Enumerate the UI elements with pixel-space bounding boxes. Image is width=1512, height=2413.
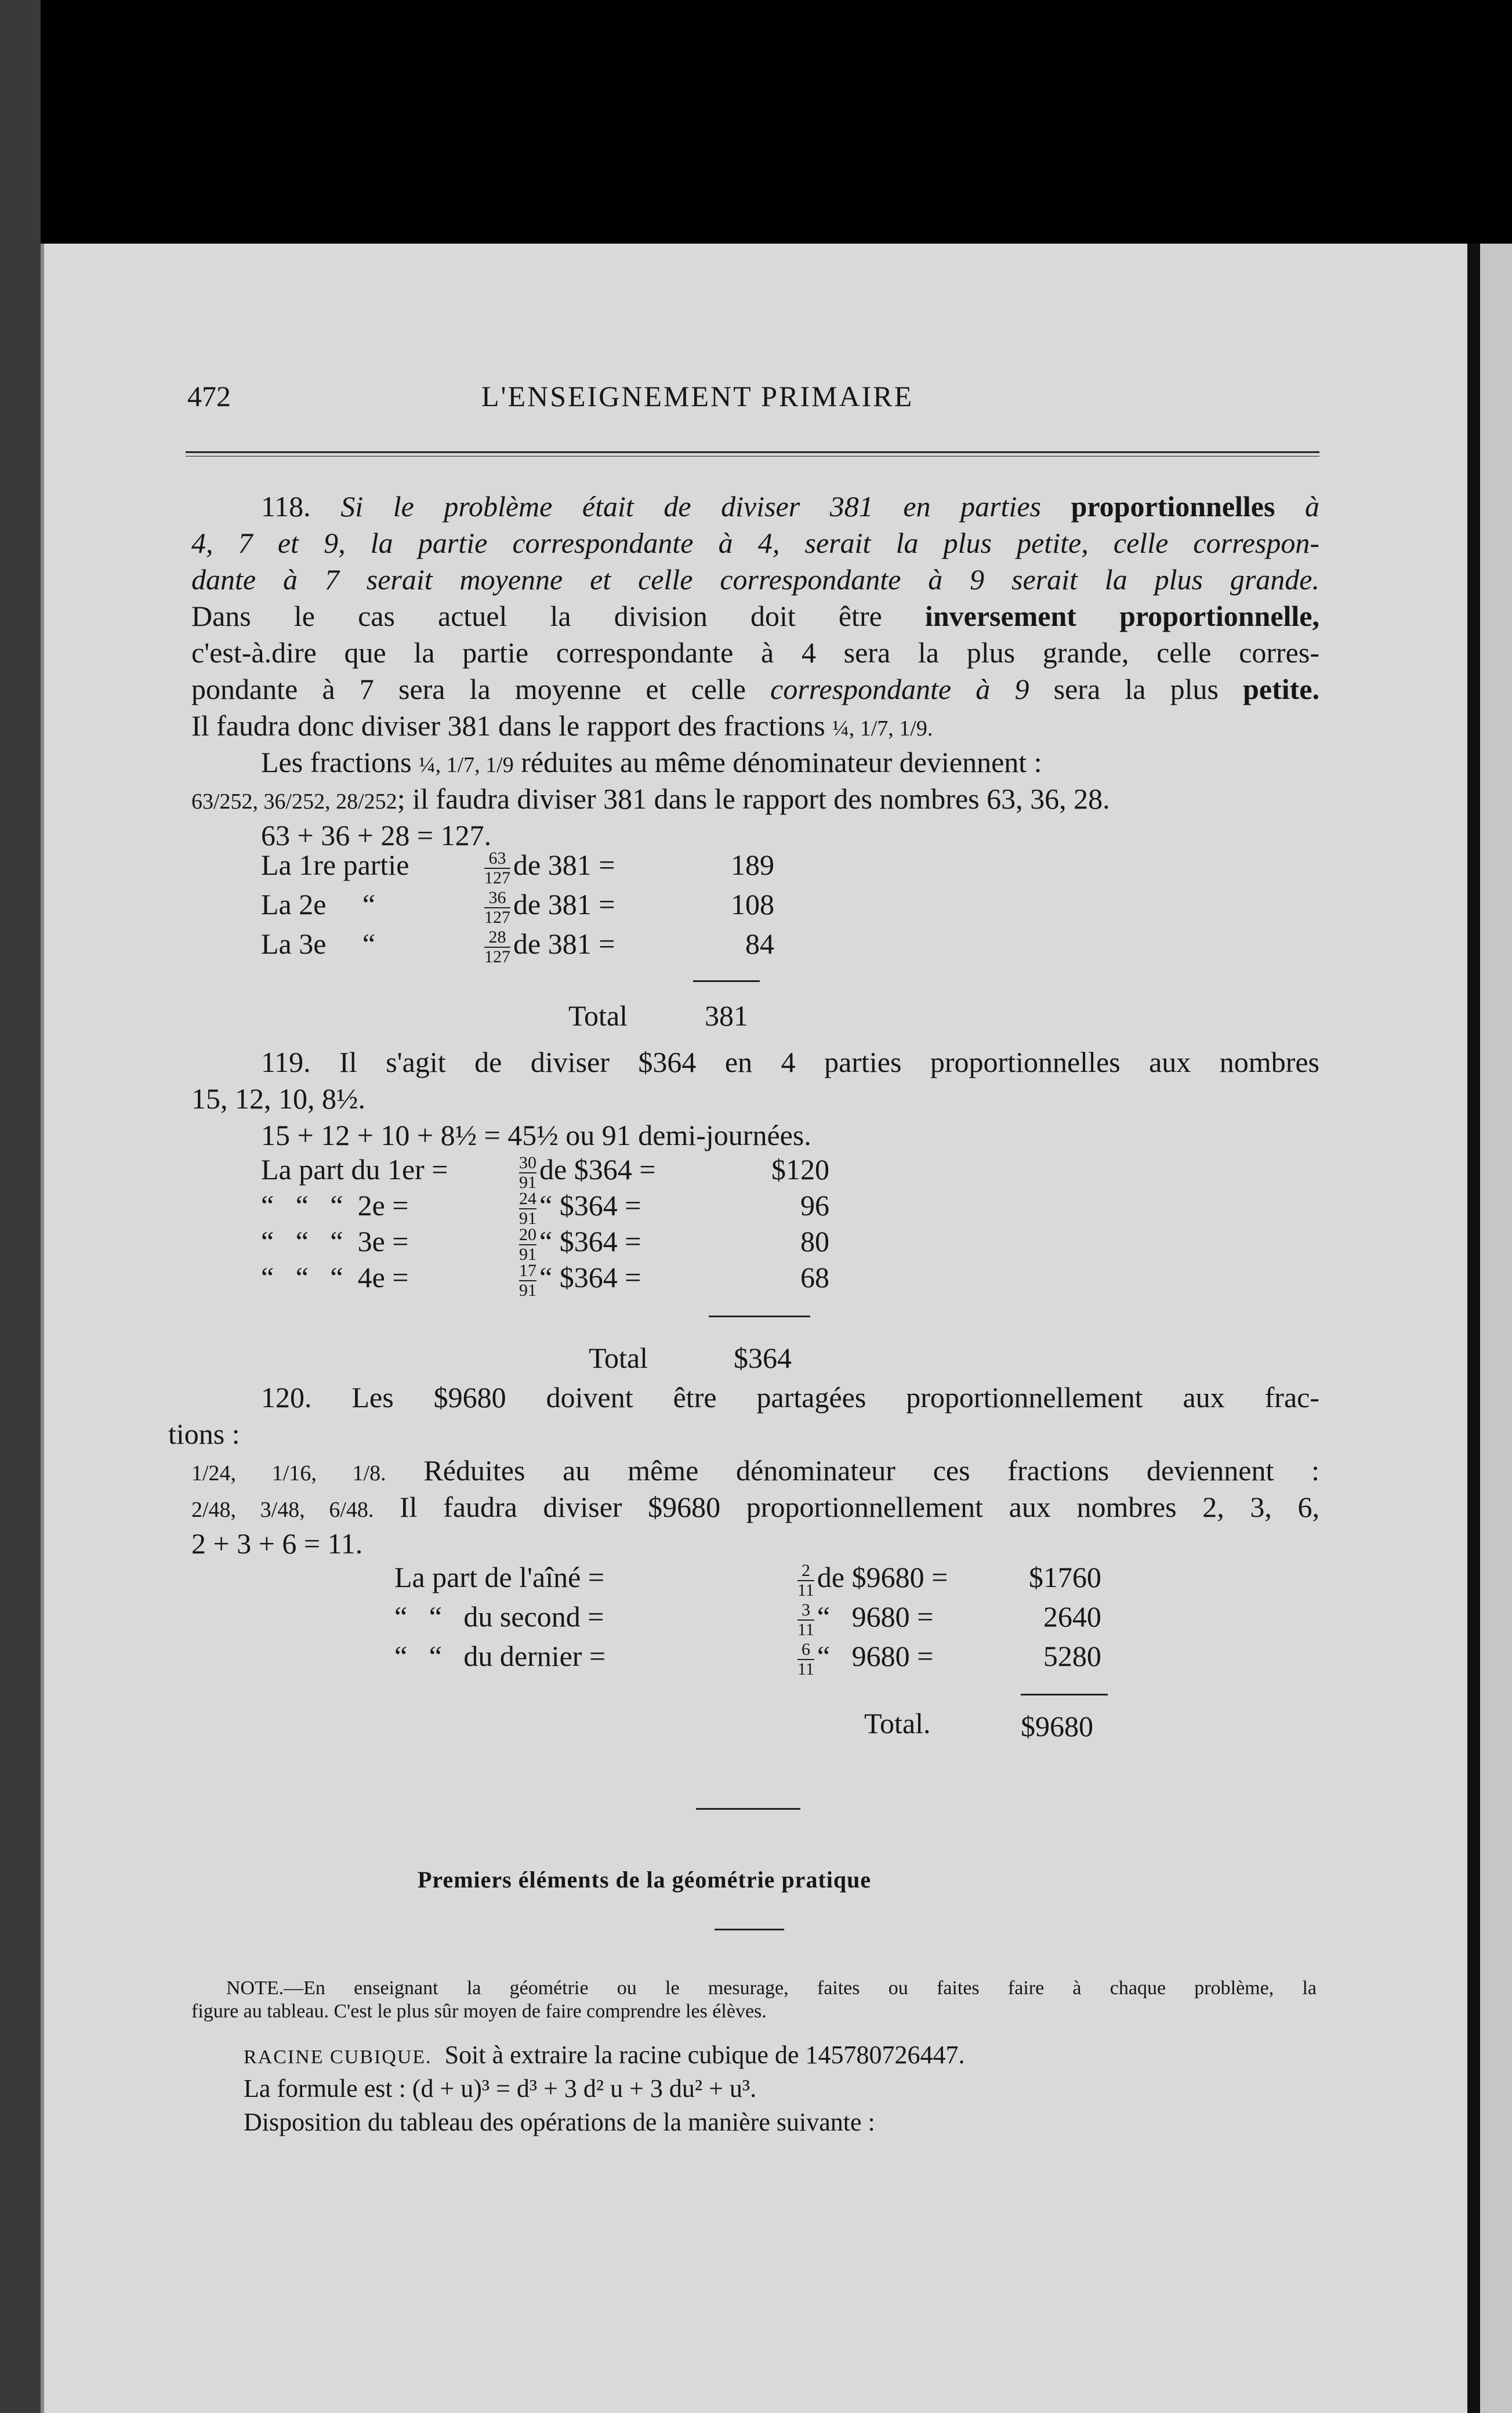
row-value: $1760 — [1028, 1561, 1101, 1593]
row-value: 189 — [731, 849, 774, 881]
note-line1: NOTE.—En enseignant la géométrie ou le mesurage, faites ou faites faire à chaque problème, la — [226, 1977, 1317, 1999]
row-expression: de 381 = — [513, 927, 615, 960]
section-title: Premiers éléments de la géométrie pratique — [418, 1867, 872, 1893]
row-value: 2640 — [1043, 1600, 1101, 1633]
p118-total-value: 381 — [705, 999, 748, 1032]
t120-row — [394, 1599, 1101, 1639]
p120-line3: 1/24, 1/16, 1/8. Réduites au même dénominateur ces fractions deviennent : — [191, 1454, 1319, 1487]
row-value: 5280 — [1043, 1640, 1101, 1672]
t118-row — [261, 926, 774, 966]
t119-row — [261, 1259, 829, 1300]
section-rule-bottom — [715, 1929, 784, 1930]
row-label: La part de l'aîné = — [394, 1561, 605, 1593]
row-label: “ “ du dernier = — [394, 1640, 606, 1672]
t119-row — [261, 1187, 829, 1228]
row-expression: de $364 = — [539, 1153, 656, 1186]
row-expression: “ $364 = — [539, 1189, 641, 1222]
row-expression: “ $364 = — [539, 1225, 641, 1258]
row-value: 84 — [745, 927, 774, 960]
row-fraction: $\frac{17}{91}$ — [519, 1260, 536, 1300]
t119-row — [261, 1223, 829, 1264]
row-fraction: $\frac{63}{127}$ — [484, 848, 510, 887]
row-fraction: $\frac{28}{127}$ — [484, 927, 510, 966]
row-fraction: $\frac{2}{11}$ — [797, 1560, 814, 1600]
p118-line9: 63/252, 36/252, 28/252; il faudra diviser 381 dans le rapport des nombres 63, 36, 28. — [191, 782, 1110, 815]
row-value: 108 — [731, 888, 774, 921]
row-fraction: $\frac{30}{91}$ — [519, 1153, 536, 1192]
row-expression: “ 9680 = — [817, 1600, 934, 1633]
cube-line2: La formule est : (d + u)³ = d³ + 3 d² u + 3 du² + u³. — [244, 2074, 757, 2103]
row-value: 80 — [800, 1225, 829, 1258]
note-line2: figure au tableau. C'est le plus sûr moyen de faire comprendre les élèves. — [191, 2001, 767, 2022]
p120-line4: 2/48, 3/48, 6/48. Il faudra diviser $9680 proportionnellement aux nombres 2, 3, 6, — [191, 1491, 1319, 1523]
row-expression: de 381 = — [513, 849, 615, 881]
p118-total-rule — [693, 980, 760, 982]
p120-line1: 120. Les $9680 doivent être partagées proportionnellement aux frac- — [261, 1381, 1319, 1414]
t118-row — [261, 886, 774, 927]
row-label: La part du 1er = — [261, 1153, 448, 1186]
row-value: 68 — [800, 1261, 829, 1294]
p119-line3: 15 + 12 + 10 + 8½ = 45½ ou 91 demi-journées. — [261, 1119, 811, 1151]
row-label: “ “ du second = — [394, 1600, 604, 1633]
section-rule-top — [696, 1808, 800, 1810]
cube-line1: RACINE CUBIQUE. Soit à extraire la racine cubique de 145780726447. — [244, 2041, 965, 2069]
row-label: “ “ “ 2e = — [261, 1189, 409, 1222]
p120-total-value: $9680 — [1021, 1710, 1093, 1742]
p119-line1: 119. Il s'agit de diviser $364 en 4 parties proportionnelles aux nombres — [261, 1046, 1319, 1078]
row-fraction: $\frac{24}{91}$ — [519, 1189, 536, 1228]
row-fraction: $\frac{3}{11}$ — [797, 1600, 814, 1639]
t119-row — [261, 1151, 829, 1192]
row-label: La 2e “ — [261, 888, 376, 921]
row-label: La 3e “ — [261, 927, 376, 960]
row-expression: de $9680 = — [817, 1561, 948, 1593]
p120-line5: 2 + 3 + 6 = 11. — [191, 1527, 363, 1560]
p120-total-rule — [1021, 1694, 1108, 1695]
p118-line10: 63 + 36 + 28 = 127. — [261, 819, 492, 852]
row-label: La 1re partie — [261, 849, 409, 881]
p118-line8: Les fractions ¼, 1/7, 1/9 réduites au même dénominateur deviennent : — [261, 746, 1042, 778]
p118-line3: dante à 7 serait moyenne et celle correspondante à 9 serait la plus grande. — [191, 563, 1319, 596]
row-fraction: $\frac{36}{127}$ — [484, 887, 510, 927]
row-expression: “ 9680 = — [817, 1640, 934, 1672]
cube-line3: Disposition du tableau des opérations de la manière suivante : — [244, 2108, 875, 2136]
p118-line2: 4, 7 et 9, la partie correspondante à 4, serait la plus petite, celle correspon- — [191, 527, 1319, 559]
p119-total-rule — [709, 1316, 810, 1317]
t118-row — [261, 847, 774, 887]
p120-line2: tions : — [168, 1418, 240, 1450]
p119-total-value: $364 — [734, 1342, 792, 1374]
row-value: 96 — [800, 1189, 829, 1222]
header-rule — [186, 451, 1319, 453]
p118-line7: Il faudra donc diviser 381 dans le rapport des fractions ¼, 1/7, 1/9. — [191, 709, 933, 742]
t120-row — [394, 1638, 1101, 1679]
p120-total-label: Total. — [864, 1707, 931, 1740]
row-fraction: $\frac{6}{11}$ — [797, 1639, 814, 1679]
row-label: “ “ “ 4e = — [261, 1261, 409, 1294]
p118-line5: c'est-à.dire que la partie correspondante à 4 sera la plus grande, celle corres- — [191, 636, 1319, 669]
p118-total-label: Total — [568, 999, 628, 1032]
row-label: “ “ “ 3e = — [261, 1225, 409, 1258]
p118-line1: 118. Si le problème était de diviser 381 en parties proportionnelles à — [261, 490, 1320, 523]
row-fraction: $\frac{20}{91}$ — [519, 1224, 536, 1264]
page-number: 472 — [187, 380, 231, 412]
p118-line6: pondante à 7 sera la moyenne et celle correspondante à 9 sera la plus petite. — [191, 673, 1319, 705]
running-title: L'ENSEIGNEMENT PRIMAIRE — [481, 380, 914, 412]
row-expression: “ $364 = — [539, 1261, 641, 1294]
row-expression: de 381 = — [513, 888, 615, 921]
p118-line4: Dans le cas actuel la division doit être inversement proportionnelle, — [191, 600, 1319, 632]
p119-total-label: Total — [589, 1342, 648, 1374]
p119-line2: 15, 12, 10, 8½. — [191, 1082, 365, 1115]
t120-row — [394, 1559, 1101, 1600]
row-value: $120 — [771, 1153, 829, 1186]
